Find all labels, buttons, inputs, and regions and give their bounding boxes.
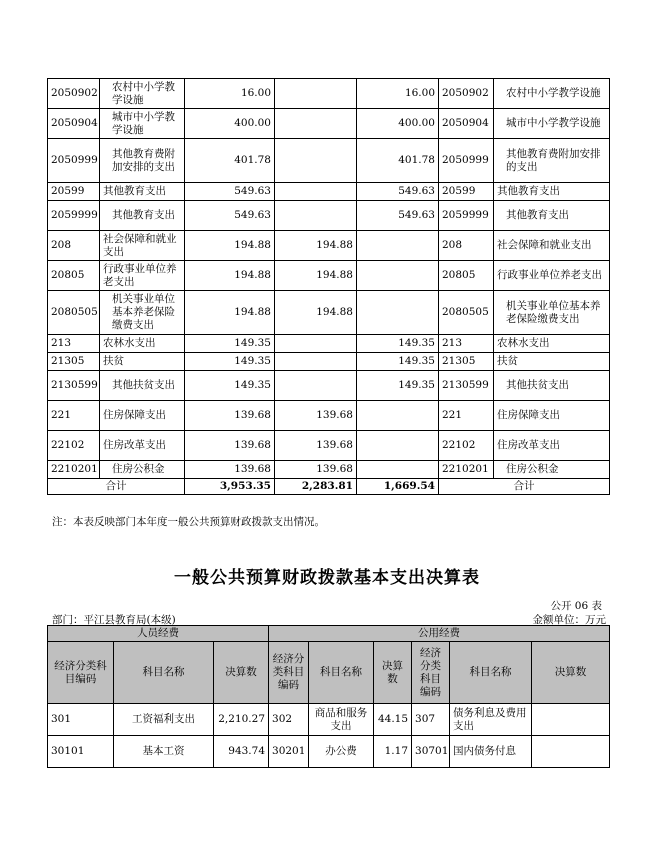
total-basic: 2,283.81 — [275, 479, 357, 495]
row-name-1: 基本工资 — [114, 736, 214, 768]
row-basic-amount — [275, 109, 357, 139]
row-project-amount: 149.35 — [357, 371, 439, 401]
row-name-2: 其他教育支出 — [494, 201, 610, 231]
row-name-2: 住房保障支出 — [494, 401, 610, 431]
row-basic-amount: 194.88 — [275, 291, 357, 335]
row-name-2: 住房改革支出 — [494, 431, 610, 461]
row-code: 2050999 — [48, 139, 100, 183]
public-header: 公用经费 — [269, 626, 610, 642]
row-name: 机关事业单位基本养老保险缴费支出 — [100, 291, 185, 335]
table-row — [48, 139, 610, 183]
total-label: 合计 — [48, 479, 185, 495]
row-name-2: 行政事业单位养老支出 — [494, 261, 610, 291]
row-name-2: 城市中小学教学设施 — [494, 109, 610, 139]
row-amount-3 — [532, 736, 610, 768]
row-basic-amount — [275, 139, 357, 183]
row-total-amount: 194.88 — [185, 231, 275, 261]
row-code: 20805 — [48, 261, 100, 291]
row-code-2: 20805 — [439, 261, 494, 291]
row-basic-amount: 139.68 — [275, 461, 357, 479]
row-project-amount — [357, 231, 439, 261]
row-code: 213 — [48, 335, 100, 353]
row-total-amount: 549.63 — [185, 183, 275, 201]
row-project-amount: 401.78 — [357, 139, 439, 183]
row-code-1: 301 — [48, 704, 114, 736]
unit-label: 金额单位：万元 — [532, 614, 606, 626]
row-code: 2210201 — [48, 461, 100, 479]
row-code-2: 20599 — [439, 183, 494, 201]
col-name-3: 科目名称 — [450, 642, 532, 704]
row-name-2: 农林水支出 — [494, 335, 610, 353]
row-name: 其他教育支出 — [100, 201, 185, 231]
row-code-2: 208 — [439, 231, 494, 261]
row-code-2: 213 — [439, 335, 494, 353]
table-row — [48, 231, 610, 261]
row-name-2: 机关事业单位基本养老保险缴费支出 — [494, 291, 610, 335]
row-name: 行政事业单位养老支出 — [100, 261, 185, 291]
table-row — [48, 183, 610, 201]
row-name-2: 社会保障和就业支出 — [494, 231, 610, 261]
row-name: 其他教育支出 — [100, 183, 185, 201]
row-project-amount: 549.63 — [357, 201, 439, 231]
row-code-2: 22102 — [439, 431, 494, 461]
col-name-2: 科目名称 — [309, 642, 374, 704]
row-code-2: 30201 — [269, 736, 309, 768]
row-total-amount: 194.88 — [185, 291, 275, 335]
row-code-3: 307 — [412, 704, 450, 736]
total-project: 1,669.54 — [357, 479, 439, 495]
row-name-2: 其他扶贫支出 — [494, 371, 610, 401]
expenditure-table — [47, 78, 610, 495]
row-name: 其他扶贫支出 — [100, 371, 185, 401]
row-basic-amount — [275, 353, 357, 371]
row-name: 扶贫 — [100, 353, 185, 371]
row-amount-2: 44.15 — [374, 704, 412, 736]
table-note: 注：本表反映部门本年度一般公共预算财政拨款支出情况。 — [52, 516, 325, 528]
col-code-2: 经济分类科目编码 — [269, 642, 309, 704]
basic-expenditure-table — [47, 625, 610, 768]
row-total-amount: 139.68 — [185, 431, 275, 461]
row-name: 农林水支出 — [100, 335, 185, 353]
row-code: 21305 — [48, 353, 100, 371]
row-name-2: 其他教育支出 — [494, 183, 610, 201]
row-code-2: 2080505 — [439, 291, 494, 335]
row-basic-amount: 194.88 — [275, 231, 357, 261]
total-label-2: 合计 — [439, 479, 610, 495]
table-row — [48, 401, 610, 431]
row-basic-amount — [275, 79, 357, 109]
row-code-2: 221 — [439, 401, 494, 431]
row-name-2: 住房公积金 — [494, 461, 610, 479]
row-code: 2080505 — [48, 291, 100, 335]
row-code-2: 302 — [269, 704, 309, 736]
row-amount-3 — [532, 704, 610, 736]
row-name-1: 工资福利支出 — [114, 704, 214, 736]
row-amount-1: 943.74 — [214, 736, 269, 768]
row-basic-amount — [275, 201, 357, 231]
row-code-2: 2050904 — [439, 109, 494, 139]
total-row — [48, 479, 610, 495]
table-row — [48, 201, 610, 231]
row-project-amount — [357, 261, 439, 291]
col-amount-1: 决算数 — [214, 642, 269, 704]
row-name: 社会保障和就业支出 — [100, 231, 185, 261]
table-row — [48, 461, 610, 479]
row-name: 住房改革支出 — [100, 431, 185, 461]
row-code: 208 — [48, 231, 100, 261]
table-row — [48, 109, 610, 139]
row-basic-amount — [275, 335, 357, 353]
row-total-amount: 16.00 — [185, 79, 275, 109]
row-code-2: 21305 — [439, 353, 494, 371]
row-name-2: 农村中小学教学设施 — [494, 79, 610, 109]
row-basic-amount: 139.68 — [275, 431, 357, 461]
row-name: 农村中小学教学设施 — [100, 79, 185, 109]
row-name-2: 扶贫 — [494, 353, 610, 371]
row-project-amount: 400.00 — [357, 109, 439, 139]
row-code: 20599 — [48, 183, 100, 201]
row-name-2: 商品和服务支出 — [309, 704, 374, 736]
row-total-amount: 401.78 — [185, 139, 275, 183]
row-code-2: 2050902 — [439, 79, 494, 109]
table-row — [48, 431, 610, 461]
row-code: 2050902 — [48, 79, 100, 109]
table-row — [48, 261, 610, 291]
col-amount-2: 决算数 — [374, 642, 412, 704]
row-project-amount — [357, 461, 439, 479]
table-row — [48, 736, 610, 768]
row-name: 住房公积金 — [100, 461, 185, 479]
col-code-3: 经济分类科目编码 — [412, 642, 450, 704]
row-total-amount: 149.35 — [185, 353, 275, 371]
row-total-amount: 194.88 — [185, 261, 275, 291]
row-code: 2050904 — [48, 109, 100, 139]
col-name-1: 科目名称 — [114, 642, 214, 704]
department-label: 部门：平江县教育局(本级) — [52, 614, 176, 626]
row-name: 城市中小学教学设施 — [100, 109, 185, 139]
row-project-amount: 16.00 — [357, 79, 439, 109]
row-name: 住房保障支出 — [100, 401, 185, 431]
row-code-3: 30701 — [412, 736, 450, 768]
row-code: 2059999 — [48, 201, 100, 231]
row-project-amount — [357, 431, 439, 461]
section-title: 一般公共预算财政拨款基本支出决算表 — [174, 568, 480, 588]
col-code-1: 经济分类科目编码 — [48, 642, 114, 704]
row-name-3: 国内债务付息 — [450, 736, 532, 768]
table-row — [48, 371, 610, 401]
form-number: 公开 06 表 — [550, 600, 602, 612]
row-total-amount: 549.63 — [185, 201, 275, 231]
row-basic-amount: 139.68 — [275, 401, 357, 431]
row-project-amount — [357, 291, 439, 335]
row-project-amount: 149.35 — [357, 353, 439, 371]
row-basic-amount — [275, 371, 357, 401]
table-row — [48, 353, 610, 371]
row-name-3: 债务利息及费用支出 — [450, 704, 532, 736]
col-amount-3: 决算数 — [532, 642, 610, 704]
table-row — [48, 291, 610, 335]
row-code: 22102 — [48, 431, 100, 461]
row-code: 2130599 — [48, 371, 100, 401]
row-code-2: 2059999 — [439, 201, 494, 231]
row-basic-amount — [275, 183, 357, 201]
row-code-2: 2050999 — [439, 139, 494, 183]
total-amount: 3,953.35 — [185, 479, 275, 495]
row-name-2: 其他教育费附加安排的支出 — [494, 139, 610, 183]
row-project-amount: 149.35 — [357, 335, 439, 353]
row-name: 其他教育费附加安排的支出 — [100, 139, 185, 183]
row-total-amount: 400.00 — [185, 109, 275, 139]
row-total-amount: 139.68 — [185, 461, 275, 479]
table-row — [48, 704, 610, 736]
personnel-header: 人员经费 — [48, 626, 269, 642]
row-total-amount: 149.35 — [185, 335, 275, 353]
row-total-amount: 139.68 — [185, 401, 275, 431]
row-code: 221 — [48, 401, 100, 431]
row-basic-amount: 194.88 — [275, 261, 357, 291]
table-row — [48, 335, 610, 353]
row-code-2: 2210201 — [439, 461, 494, 479]
row-total-amount: 149.35 — [185, 371, 275, 401]
row-name-2: 办公费 — [309, 736, 374, 768]
row-amount-1: 2,210.27 — [214, 704, 269, 736]
row-code-1: 30101 — [48, 736, 114, 768]
row-project-amount: 549.63 — [357, 183, 439, 201]
row-amount-2: 1.17 — [374, 736, 412, 768]
table-row — [48, 79, 610, 109]
row-project-amount — [357, 401, 439, 431]
row-code-2: 2130599 — [439, 371, 494, 401]
